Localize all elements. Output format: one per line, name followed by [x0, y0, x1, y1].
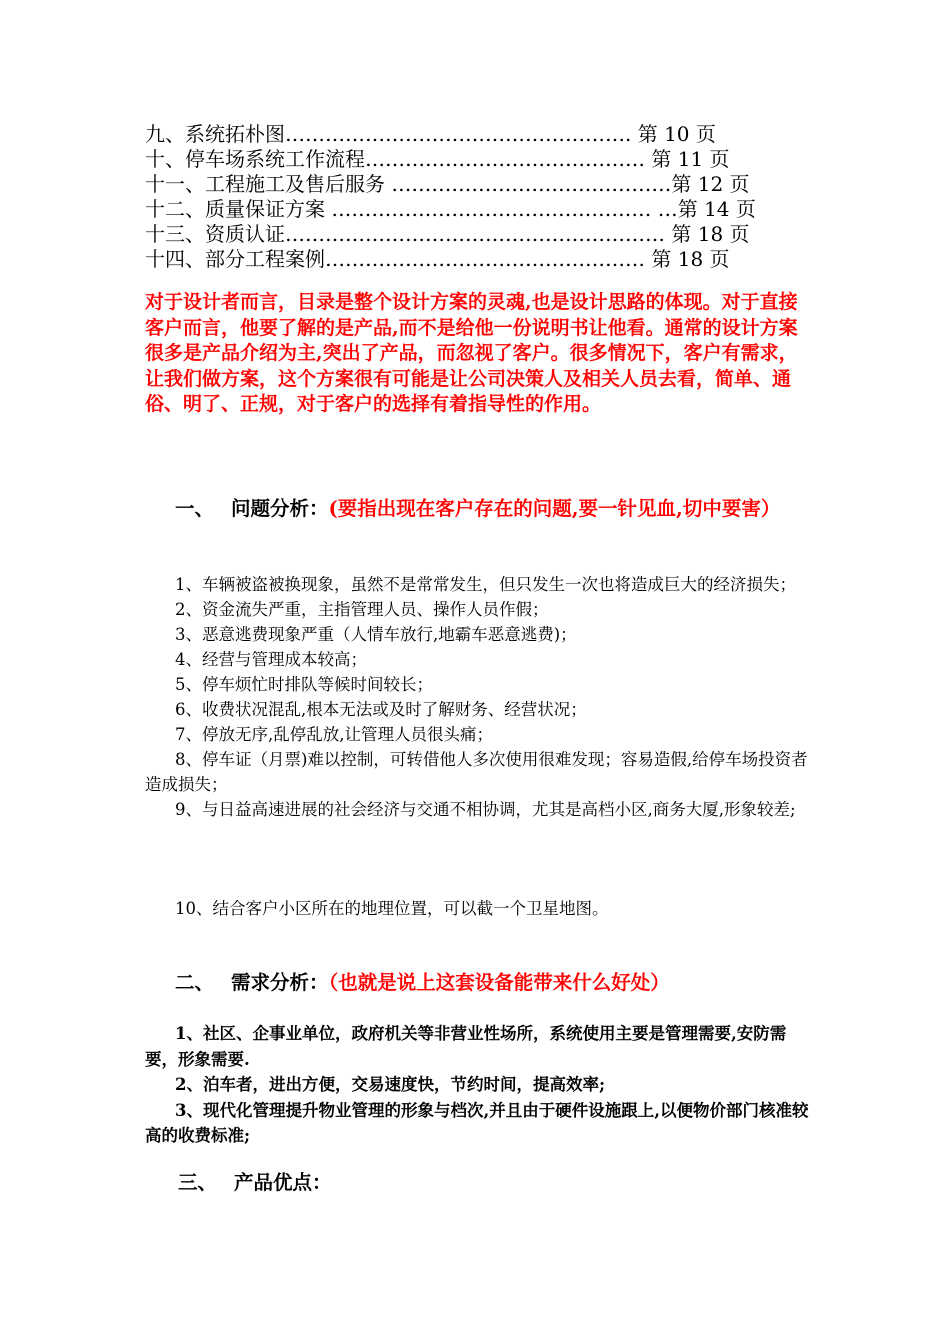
- section-heading-requirement-analysis: [175, 970, 815, 998]
- toc-page: 第 12 页: [671, 172, 750, 196]
- list-item: 5、停车烦忙时排队等候时间较长；: [175, 675, 433, 694]
- section-title-block: [231, 496, 815, 522]
- toc-leader: …………………………………………….: [285, 122, 638, 146]
- section-title-block: [234, 1170, 818, 1196]
- design-note: 对于设计者而言，目录是整个设计方案的灵魂,也是设计思路的体现。对于直接客户而言，他要了解的是产品,而不是给他一份说明书让他看。通常的设计方案很多是产品介绍为主,突出了产品，而忽视了客户。很多情况下，客户有需求，让我们做方案，这个方案很有可能是让公司决策人及相关人员去看，简单、通俗、明了、正规，对于客户的选择有着指导性的作用。: [145, 291, 798, 415]
- section-number: 一、: [175, 497, 215, 520]
- toc-leader: ………………………………………… …: [325, 197, 678, 221]
- section-hint: (要指出现在客户存在的问题,要一针见血,切中要害）: [328, 497, 781, 520]
- toc-label: 十一、工程施工及售后服务: [145, 172, 385, 196]
- toc-entry[interactable]: [145, 122, 825, 147]
- toc-leader: …………………………………………………: [285, 222, 672, 246]
- list-item: 3、现代化管理提升物业管理的形象与档次,并且由于硬件设施跟上,以便物价部门核准较高的收费标准;: [145, 1100, 809, 1145]
- toc-label: 十四、部分工程案例: [145, 247, 325, 271]
- list-item: 4、经营与管理成本较高；: [175, 650, 367, 669]
- toc-label: 十二、质量保证方案: [145, 197, 325, 221]
- list-item: 3、恶意逃费现象严重（人情车放行,地霸车恶意逃费)；: [175, 625, 577, 644]
- toc-page: 第 14 页: [677, 197, 756, 221]
- list-item: 10、结合客户小区所在的地理位置，可以截一个卫星地图。: [175, 899, 609, 918]
- toc-label: 十三、资质认证: [145, 222, 285, 246]
- problem-extra: [145, 896, 810, 921]
- section-heading-problem-analysis: [175, 496, 815, 552]
- list-item: 9、与日益高速进展的社会经济与交通不相协调，尤其是高档小区,商务大厦,形象较差;: [175, 800, 796, 819]
- toc-page: 第 10 页: [637, 122, 716, 146]
- table-of-contents: [145, 122, 825, 272]
- section-title: 产品优点：: [234, 1171, 332, 1194]
- list-item: 7、停放无序,乱停乱放,让管理人员很头痛；: [175, 725, 493, 744]
- list-item: 2、泊车者，进出方便，交易速度快，节约时间，提高效率;: [175, 1075, 606, 1094]
- problem-list: [145, 572, 810, 822]
- toc-leader: ……………………………………: [385, 172, 672, 196]
- toc-label: 十、停车场系统工作流程: [145, 147, 365, 171]
- list-item: 6、收费状况混乱,根本无法或及时了解财务、经营状况；: [175, 700, 587, 719]
- toc-entry[interactable]: [145, 247, 825, 272]
- toc-entry[interactable]: [145, 222, 825, 247]
- toc-label: 九、系统拓朴图: [145, 122, 285, 146]
- toc-page: 第 18 页: [651, 247, 730, 271]
- list-item: 1、社区、企事业单位，政府机关等非营业性场所，系统使用主要是管理需要,安防需要，形象需要.: [145, 1024, 787, 1069]
- toc-entry[interactable]: [145, 147, 825, 172]
- section-title-block: [231, 970, 815, 996]
- list-item: 8、停车证（月票)难以控制，可转借他人多次使用很难发现；容易造假,给停车场投资者造成损失；: [145, 750, 808, 794]
- toc-page: 第 11 页: [651, 147, 730, 171]
- toc-entry[interactable]: [145, 172, 825, 197]
- section-title: 需求分析：: [231, 971, 329, 994]
- section-hint: （也就是说上这套设备能带来什么好处）: [328, 971, 670, 994]
- toc-page: 第 18 页: [671, 222, 750, 246]
- list-item: 2、资金流失严重，主指管理人员、操作人员作假；: [175, 600, 549, 619]
- section-number: 三、: [178, 1171, 218, 1194]
- toc-leader: ……………………………………: [365, 147, 652, 171]
- toc-entry[interactable]: [145, 197, 825, 222]
- list-item: 1、车辆被盗被换现象，虽然不是常常发生，但只发生一次也将造成巨大的经济损失；: [175, 575, 796, 594]
- section-title: 问题分析：: [231, 497, 329, 520]
- section-number: 二、: [175, 971, 215, 994]
- section-heading-product-advantages: [178, 1170, 818, 1198]
- requirement-list: [145, 1021, 810, 1149]
- toc-leader: …………………………………………: [325, 247, 652, 271]
